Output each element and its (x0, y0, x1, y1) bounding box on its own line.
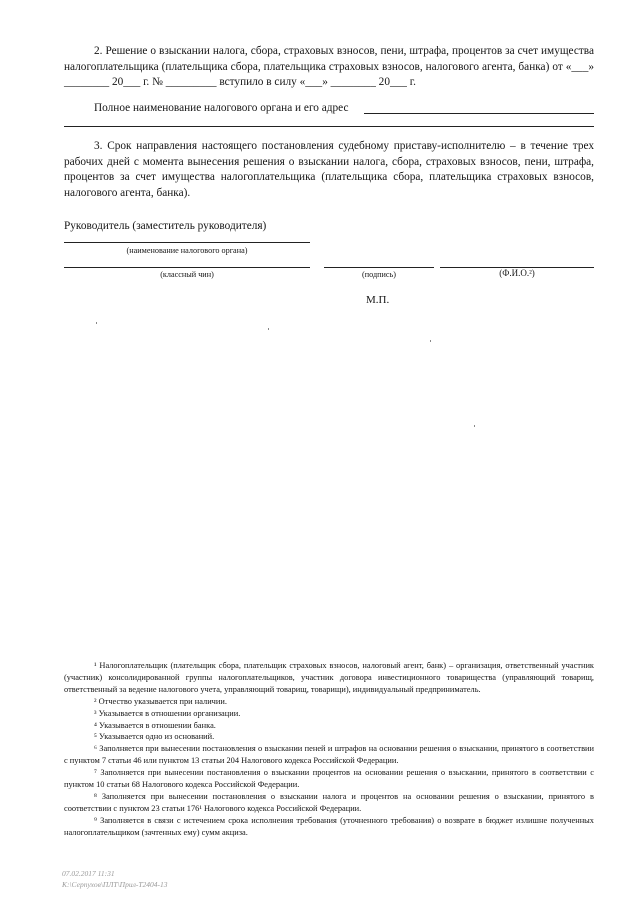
footnote-5: ⁵ Указывается одно из оснований. (94, 732, 215, 742)
tax-authority-field-line-2[interactable] (64, 126, 594, 127)
tax-authority-label: Полное наименование налогового органа и его адрес (94, 102, 349, 114)
scan-speck (430, 340, 431, 342)
section-2-paragraph: 2. Решение о взыскании налога, сбора, страховых взносов, пени, штрафа, процентов за счет имущества налогоплательщика (плательщика сбора, плательщика страховых взносов, налогового агента, банка) от «___» ________ 20___ г. № _________ вступило в силу «___» ________ 20___ г. (64, 45, 594, 88)
footnote-6: ⁶ Заполняется при вынесении постановления о взыскании пеней и штрафов на основании решения о взыскании, принятого в соответствии с пунктом 7 статьи 46 или пунктом 13 статьи 204 Налогового кодекса Российской Федерации. (64, 744, 594, 766)
tax-authority-field[interactable] (364, 113, 594, 114)
footnote-9: ⁹ Заполняется в связи с истечением срока исполнения требования (уточненного требования) о возврате в бюджет излишне полученных налогоплательщиком (зачтенных ему) сумм акциза. (64, 815, 594, 837)
footnote-7: ⁷ Заполняется при вынесении постановления о взыскании процентов на основании решения о взыскании, принятого в соответствии с пунктом 10 статьи 68 Налогового кодекса Российской Федерации. (64, 768, 594, 790)
signature-caption: (подпись) (362, 270, 396, 279)
section-3-paragraph: 3. Срок направления настоящего постановления судебному приставу-исполнителю – в течение трех рабочих дней с момента вынесения решения о взыскании налога, сбора, страховых взносов, пени, штрафа, процентов за счет имущества налогоплательщика (плательщика сбора, плательщика страховых взносов, налогового агента, банка). (64, 140, 594, 199)
footnote-1: ¹ Налогоплательщик (плательщик сбора, плательщик страховых взносов, налоговый агент, банк) – организация, ответственный участник (участник) консолидированной группы налогоплательщиков, участник договора инвестиционного товарищества (управляющий товарищ, ответственный за ведение налогового учета, управляющий товарищ, товарищи), индивидуальный предприниматель. (64, 661, 594, 694)
file-stamp-path: К:\Серпухов\ПЛТ\Прил-Т2404-13 (62, 880, 168, 889)
rank-caption: (классный чин) (160, 270, 214, 279)
file-stamp (62, 868, 168, 890)
footnote-8: ⁸ Заполняется при вынесении постановления о взыскании налога и процентов на основании решения о взыскании, принятого в соответствии с пунктом 23 статьи 176¹ Налогового кодекса Российской Федерации. (64, 791, 594, 813)
file-stamp-date: 07.02.2017 11:31 (62, 869, 115, 878)
authority-caption: (наименование налогового органа) (126, 246, 248, 255)
full-name-caption: (Ф.И.О.²) (499, 268, 535, 278)
scan-speck (474, 425, 475, 427)
footnote-2: ² Отчество указывается при наличии. (94, 696, 227, 706)
rank-field[interactable] (64, 267, 310, 268)
authority-name-field[interactable] (64, 242, 310, 243)
seal-label: М.П. (366, 294, 390, 306)
scan-speck (96, 322, 97, 324)
footnotes (64, 660, 594, 839)
scan-speck (268, 328, 269, 330)
head-label: Руководитель (заместитель руководителя) (64, 220, 267, 232)
footnote-4: ⁴ Указывается в отношении банка. (94, 720, 216, 730)
signature-field[interactable] (324, 267, 434, 268)
footnote-3: ³ Указывается в отношении организации. (94, 708, 241, 718)
